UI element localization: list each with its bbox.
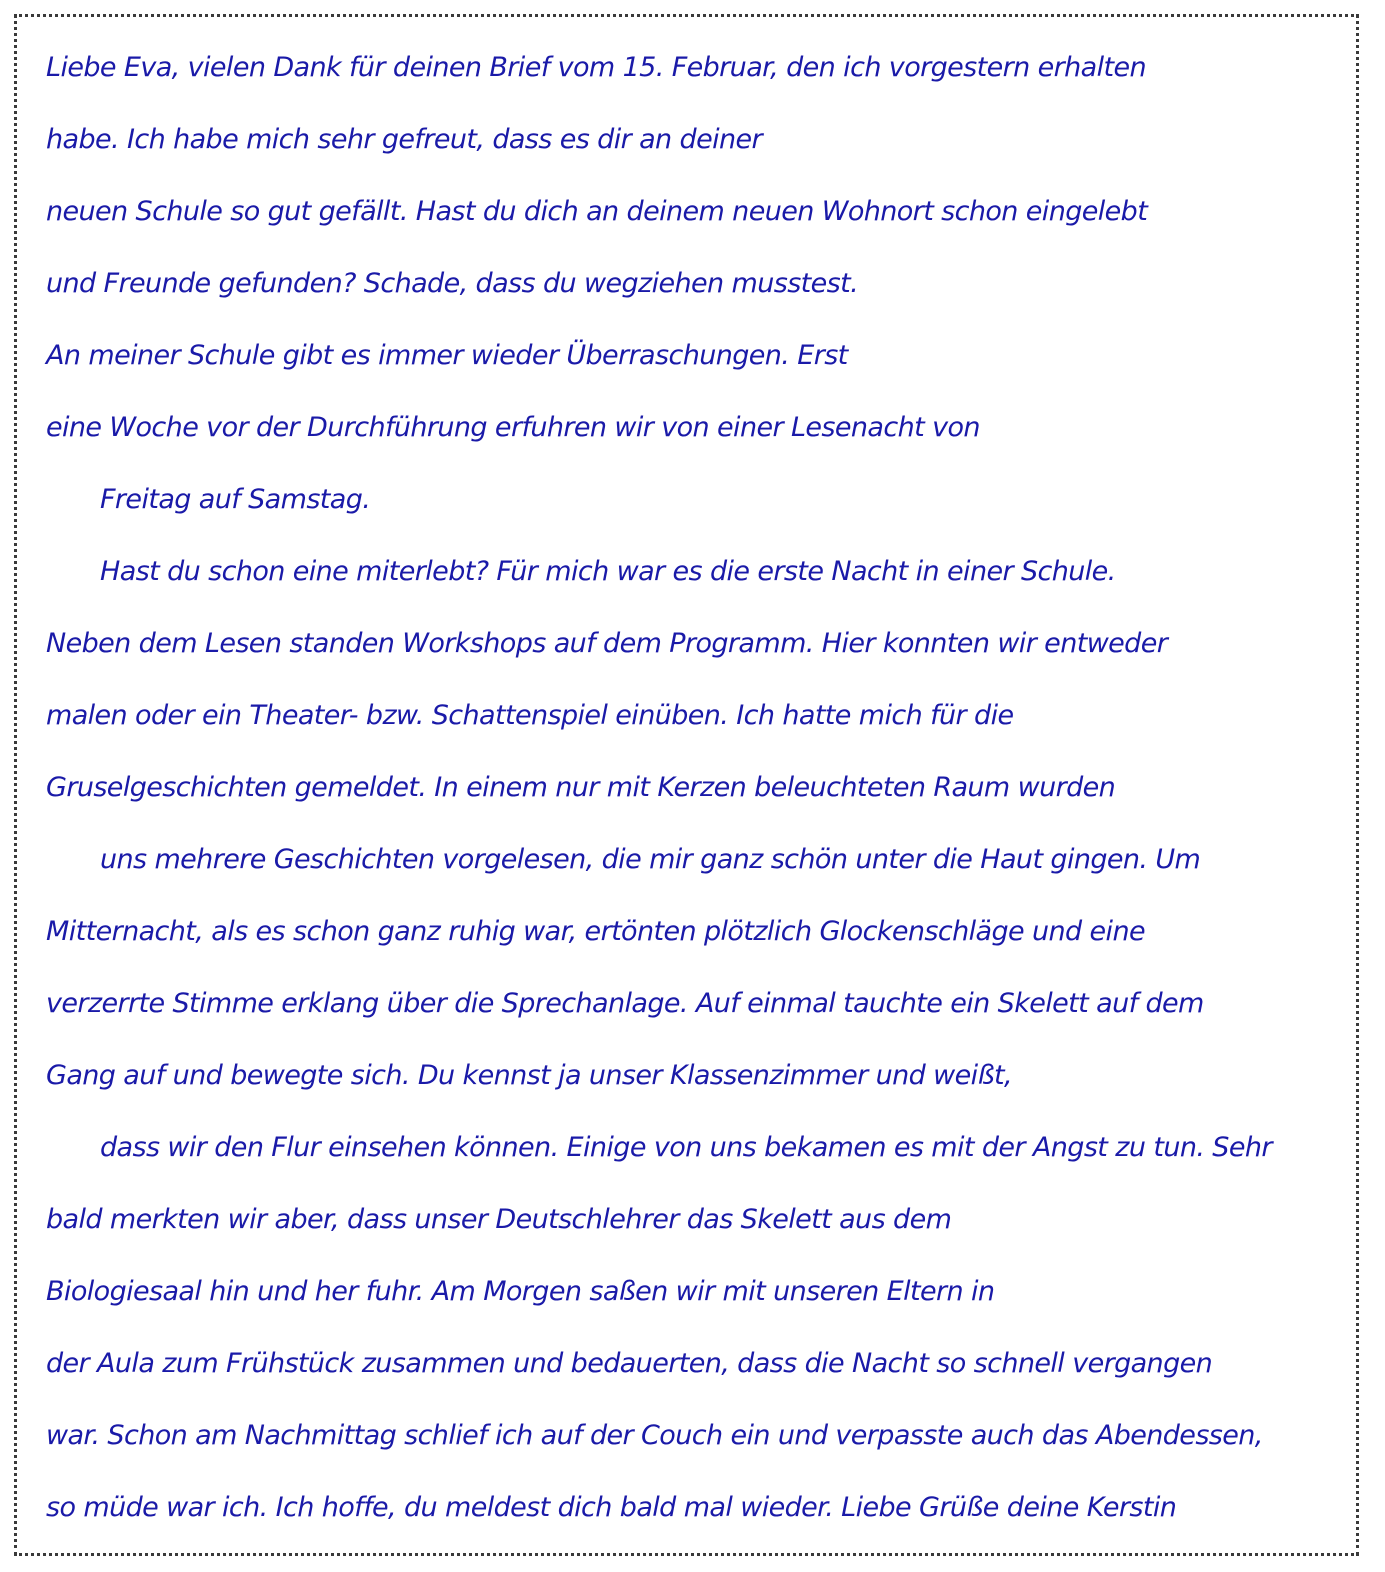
letter-line: bald merkten wir aber, dass unser Deutschlehrer das Skelett aus dem — [46, 1204, 952, 1235]
letter-line: der Aula zum Frühstück zusammen und bedauerten, dass die Nacht so schnell vergangen — [46, 1348, 1213, 1379]
letter-line: neuen Schule so gut gefällt. Hast du dich an deinem neuen Wohnort schon eingelebt — [46, 196, 1148, 227]
letter-line: habe. Ich habe mich sehr gefreut, dass es dir an deiner — [46, 124, 763, 155]
letter-line: und Freunde gefunden? Schade, dass du wegziehen musstest. — [46, 268, 859, 299]
letter-line: uns mehrere Geschichten vorgelesen, die mir ganz schön unter die Haut gingen. Um — [100, 844, 1201, 875]
letter-line: Gang auf und bewegte sich. Du kennst ja unser Klassenzimmer und weißt, — [46, 1060, 1012, 1091]
letter-line: war. Schon am Nachmittag schlief ich auf der Couch ein und verpasste auch das Abendessen, — [46, 1420, 1263, 1451]
letter-line: Freitag auf Samstag. — [100, 484, 371, 515]
letter-line: Liebe Eva, vielen Dank für deinen Brief vom 15. Februar, den ich vorgestern erhalten — [46, 52, 1147, 83]
letter-line: eine Woche vor der Durchführung erfuhren wir von einer Lesenacht von — [46, 412, 980, 443]
letter-line: Gruselgeschichten gemeldet. In einem nur mit Kerzen beleuchteten Raum wurden — [46, 772, 1116, 803]
letter-line: Neben dem Lesen standen Workshops auf dem Programm. Hier konnten wir entweder — [46, 628, 1168, 659]
letter-line: Biologiesaal hin und her fuhr. Am Morgen saßen wir mit unseren Eltern in — [46, 1276, 995, 1307]
letter-line: Hast du schon eine miterlebt? Für mich war es die erste Nacht in einer Schule. — [100, 556, 1116, 587]
letter-line: Mitternacht, als es schon ganz ruhig war, ertönten plötzlich Glockenschläge und eine — [46, 916, 1145, 947]
letter-line: An meiner Schule gibt es immer wieder Überraschungen. Erst — [46, 340, 848, 371]
letter-line: dass wir den Flur einsehen können. Einige von uns bekamen es mit der Angst zu tun. Sehr — [100, 1132, 1272, 1163]
letter-line: verzerrte Stimme erklang über die Sprechanlage. Auf einmal tauchte ein Skelett auf dem — [46, 988, 1204, 1019]
letter-line: so müde war ich. Ich hoffe, du meldest dich bald mal wieder. Liebe Grüße deine Kerstin — [46, 1492, 1177, 1523]
letter-line: malen oder ein Theater- bzw. Schattenspiel einüben. Ich hatte mich für die — [46, 700, 1014, 731]
